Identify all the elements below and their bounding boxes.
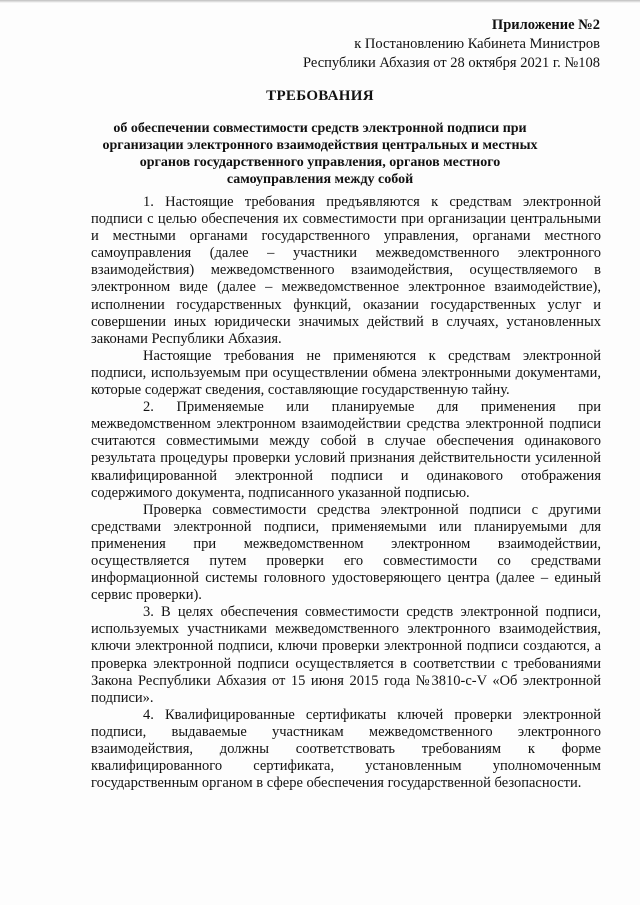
appendix-line-2: Республики Абхазия от 28 октября 2021 г. №108 <box>303 55 600 71</box>
paragraph-5: 3. В целях обеспечения совместимости средств электронной подписи, используемых участниками межведомственного электронного взаимодействия, ключи электронной подписи, ключи проверки электронной подписи создаются, а проверка электронной подписи осуществляется в соответствии с требованиями Закона Республики Абхазия от 15 июня 2015 года №3810-с-V «Об электронной подписи». <box>91 604 601 706</box>
paragraph-1: 1. Настоящие требования предъявляются к средствам электронной подписи с целью обеспечения их совместимости при организации центральными и местными органами государственного управления, органами местного самоуправления (далее – участники межведомственного электронного взаимодействия) межведомственного взаимодействия, осуществляемого в электронном виде (далее – межведомственное электронное взаимодействие), исполнении государственных функций, оказании государственных услуг и совершении иных юридически значимых действий в случаях, установленных законами Республики Абхазия. <box>91 194 601 347</box>
document-body <box>91 194 601 792</box>
appendix-header <box>180 16 600 73</box>
paragraph-6: 4. Квалифицированные сертификаты ключей проверки электронной подписи, выдаваемые участникам межведомственного электронного взаимодействия, должны соответствовать требованиям к форме квалифицированного сертификата, установленным уполномоченным государственным органом в сфере обеспечения государственной безопасности. <box>91 706 601 792</box>
document-title: ТРЕБОВАНИЯ <box>266 88 374 104</box>
document-subtitle: об обеспечении совместимости средств электронной подписи при организации электронного взаимодействия центральных и местных органов государственного управления, органов местного самоуправления между собой <box>102 121 538 187</box>
paragraph-2: Настоящие требования не применяются к средствам электронной подписи, используемым при осуществлении обмена электронными документами, которые содержат сведения, составляющие государственную тайну. <box>91 347 601 399</box>
paragraph-4: Проверка совместимости средства электронной подписи с другими средствами электронной подписи, применяемыми или планируемыми для применения при межведомственном электронном взаимодействии, осуществляется путем проверки его совместимости со средствами информационной системы головного удостоверяющего центра (далее – единый сервис проверки). <box>91 501 601 604</box>
paragraph-3: 2. Применяемые или планируемые для применения при межведомственном электронном взаимодействии средства электронной подписи считаются совместимыми между собой в случае обеспечения одинакового результата процедуры проверки условий признания действительности усиленной квалифицированной электронной подписи и одинакового отображения содержимого документа, подписанного указанной подписью. <box>91 399 601 501</box>
appendix-line-1: к Постановлению Кабинета Министров <box>354 36 600 52</box>
appendix-number: Приложение №2 <box>491 17 600 33</box>
scan-edge <box>0 0 640 3</box>
